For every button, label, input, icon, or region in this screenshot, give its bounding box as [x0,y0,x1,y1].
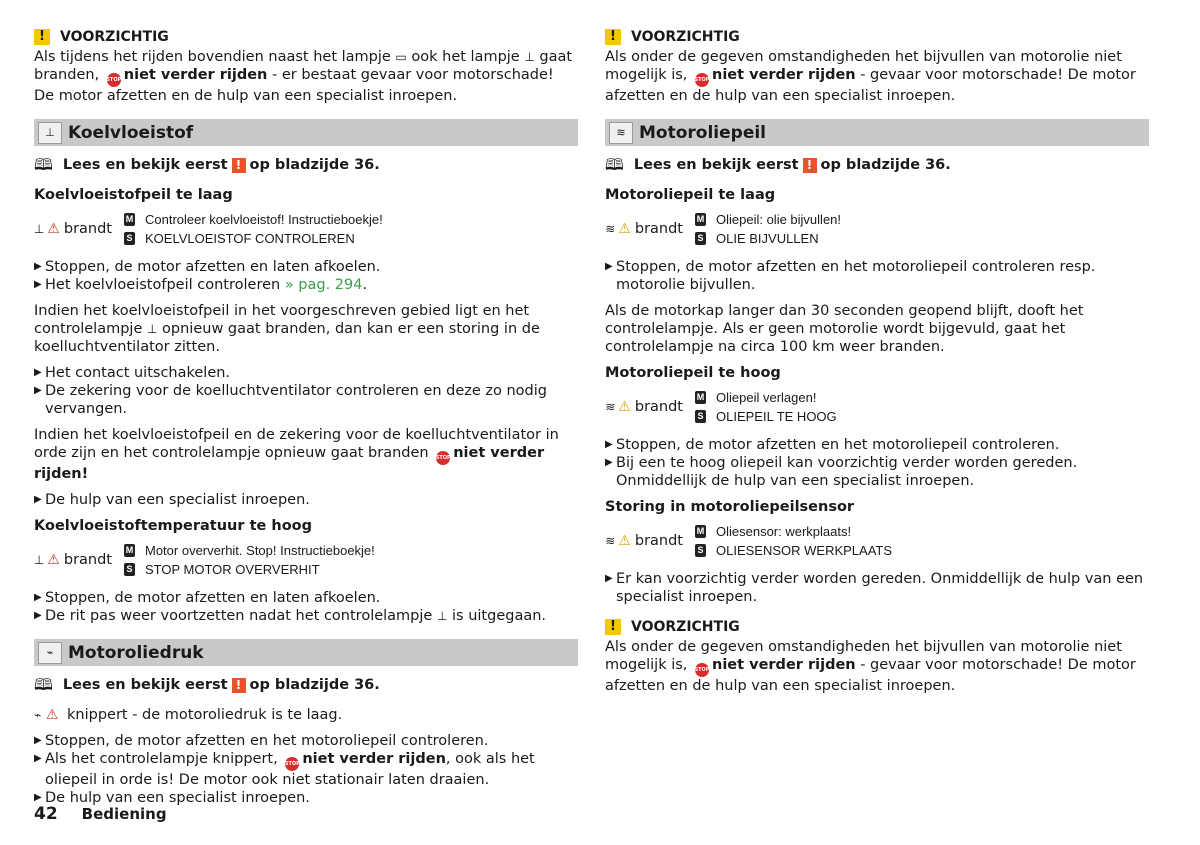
oil-can-icon: ⌁ [34,708,42,722]
section-header-koelvloeistof: ⊥ Koelvloeistof [34,119,578,146]
reference-line: 🕮 Lees en bekijk eerst ! op bladzijde 36. [34,675,380,694]
warning-block [605,28,1149,105]
bullet-item: ▶ Als het controlelampje knippert, STOP niet verder rijden, ook als het oliepeil in orde is! De motor ook niet stationair laten draaien. [34,751,535,788]
oil-can-icon: ⌁ [38,642,62,664]
warning-text: Als tijdens het rijden bovendien naast het lampje ▭ ook het lampje ⊥ gaat branden, STOP niet verder rijden - er bestaat gevaar voor motorschade! De motor afzetten en de hulp van een specialist inroepen. [34,49,573,104]
paragraph: Als de motorkap langer dan 30 seconden geopend blijft, dooft het controlelampje. Als er geen motorolie wordt bijgevuld, gaat het controlelampje na circa 100 km weer branden. [605,303,1084,355]
bullet-item: ▶ Stoppen, de motor afzetten en laten afkoelen. [34,590,381,606]
warning-title: VOORZICHTIG [631,619,740,635]
section-name: Bediening [81,805,167,823]
coolant-lamp-icon: ⊥ [436,609,448,623]
section-header-motoroliedruk: ⌁ Motoroliedruk [34,639,578,666]
stop-icon: STOP [436,451,450,465]
coolant-lamp-icon: ⊥ [33,553,45,567]
coolant-icon: ⊥ [38,122,62,144]
subheading: Koelvloeistofpeil te laag [34,187,233,203]
oil-level-icon: ≋ [605,400,616,414]
coolant-lamp-icon: ⊥ [524,50,535,64]
warning-triangle-icon: ⚠ [47,221,60,237]
warning-block [34,28,578,105]
book-icon: 🕮 [34,155,53,174]
lamp-message-row: ⊥ ⚠ brandt M Controleer koelvloeistof! Instructieboekje! S KOELVLOEISTOF CONTROLEREN [33,212,383,246]
warning-text: Als onder de gegeven omstandigheden het bijvullen van motorolie niet mogelijk is, STOP niet verder rijden - gevaar voor motorschade! De motor afzetten en de hulp van een specialist inroepen. [605,639,1136,694]
stop-icon: STOP [695,663,709,677]
maxi-dot-icon: M [125,214,134,224]
oil-level-icon: ≋ [605,534,616,548]
paragraph: Indien het koelvloeistofpeil en de zekering voor de koelluchtventilator in orde zijn en het controlelampje opnieuw gaat branden STOP niet verder rijden! [34,427,559,482]
status-line: ⌁ ⚠ knippert - de motoroliedruk is te laag. [34,707,343,723]
subheading: Koelvloeistoftemperatuur te hoog [34,518,313,534]
page-number: 42 [34,804,58,824]
warning-triangle-icon: ⚠ [47,552,60,568]
right-column [605,28,1149,703]
segment-display-icon: S [695,410,706,423]
stop-icon: STOP [695,73,709,87]
bullet-item: ▶ Het contact uitschakelen. [34,365,231,381]
bullet-item: ▶ Er kan voorzichtig verder worden gereden. Onmiddellijk de hulp van een specialist inroepen. [605,571,1144,605]
stop-icon: STOP [285,757,299,771]
maxi-dot-icon: M [696,392,705,402]
segment-display-icon: S [124,232,135,245]
subheading: Motoroliepeil te laag [605,187,776,203]
oil-level-icon: ≋ [609,122,633,144]
maxi-dot-icon: M [125,545,134,555]
coolant-lamp-icon: ⊥ [146,322,158,336]
reference-line: 🕮 Lees en bekijk eerst ! op bladzijde 36. [605,155,951,174]
subheading: Motoroliepeil te hoog [605,365,781,381]
subheading: Storing in motoroliepeilsensor [605,499,855,515]
lamp-message-row: ⊥ ⚠ brandt M Motor oververhit. Stop! Instructieboekje! S STOP MOTOR OVERVERHIT [33,543,375,577]
battery-lamp-icon: ▭ [395,50,407,64]
warning-icon: ! [34,29,50,45]
bullet-item: ▶ De hulp van een specialist inroepen. [34,492,310,508]
maxi-dot-icon: M [696,526,705,536]
bullet-item: ▶ Stoppen, de motor afzetten en laten afkoelen. [34,259,381,275]
lamp-message-row: ≋ ⚠ brandt M Oliesensor: werkplaats! S OLIESENSOR WERKPLAATS [605,524,893,558]
exclamation-icon: ! [803,158,817,173]
bullet-item: ▶ Stoppen, de motor afzetten en het motoroliepeil controleren resp. motorolie bijvullen. [605,259,1096,293]
bullet-item: ▶ De rit pas weer voortzetten nadat het controlelampje ⊥ is uitgegaan. [34,608,547,624]
warning-icon: ! [605,29,621,45]
warning-triangle-icon: ⚠ [45,707,59,723]
warning-triangle-icon: ⚠ [618,533,631,549]
warning-triangle-icon: ⚠ [618,399,631,415]
page-footer [34,805,167,823]
warning-triangle-icon: ⚠ [618,221,631,237]
maxi-dot-icon: M [696,214,705,224]
bullet-item: ▶ Het koelvloeistofpeil controleren » pag. 294. [34,277,368,293]
segment-display-icon: S [695,232,706,245]
exclamation-icon: ! [232,678,246,693]
exclamation-icon: ! [232,158,246,173]
book-icon: 🕮 [605,155,624,174]
stop-icon: STOP [107,73,121,87]
lamp-message-row: ≋ ⚠ brandt M Oliepeil verlagen! S OLIEPEIL TE HOOG [605,390,837,424]
left-column [34,28,578,807]
paragraph: Indien het koelvloeistofpeil in het voorgeschreven gebied ligt en het controlelampje ⊥ opnieuw gaat branden, dan kan er een storing in de koelluchtventilator zitten. [34,303,540,355]
segment-display-icon: S [124,563,135,576]
page-link[interactable]: » pag. 294 [284,277,363,293]
warning-text: Als onder de gegeven omstandigheden het bijvullen van motorolie niet mogelijk is, STOP niet verder rijden - gevaar voor motorschade! De motor afzetten en de hulp van een specialist inroepen. [605,49,1136,104]
warning-block [605,618,1149,695]
warning-title: VOORZICHTIG [631,29,740,45]
section-header-motoroliepeil: ≋ Motoroliepeil [605,119,1149,146]
bullet-item: ▶ Stoppen, de motor afzetten en het motoroliepeil controleren. [34,733,489,749]
bullet-item: ▶ De hulp van een specialist inroepen. [34,790,310,806]
lamp-message-row: ≋ ⚠ brandt M Oliepeil: olie bijvullen! S OLIE BIJVULLEN [605,212,842,246]
bullet-item: ▶ Stoppen, de motor afzetten en het motoroliepeil controleren. [605,437,1060,453]
bullet-item: ▶ Bij een te hoog oliepeil kan voorzichtig verder worden gereden. Onmiddellijk de hulp van een specialist inroepen. [605,455,1078,489]
warning-title: VOORZICHTIG [60,29,169,45]
segment-display-icon: S [695,544,706,557]
warning-icon: ! [605,619,621,635]
bullet-item: ▶ De zekering voor de koelluchtventilator controleren en deze zo nodig vervangen. [34,383,547,417]
reference-line: 🕮 Lees en bekijk eerst ! op bladzijde 36. [34,155,380,174]
oil-level-icon: ≋ [605,222,616,236]
coolant-lamp-icon: ⊥ [33,222,45,236]
book-icon: 🕮 [34,675,53,694]
